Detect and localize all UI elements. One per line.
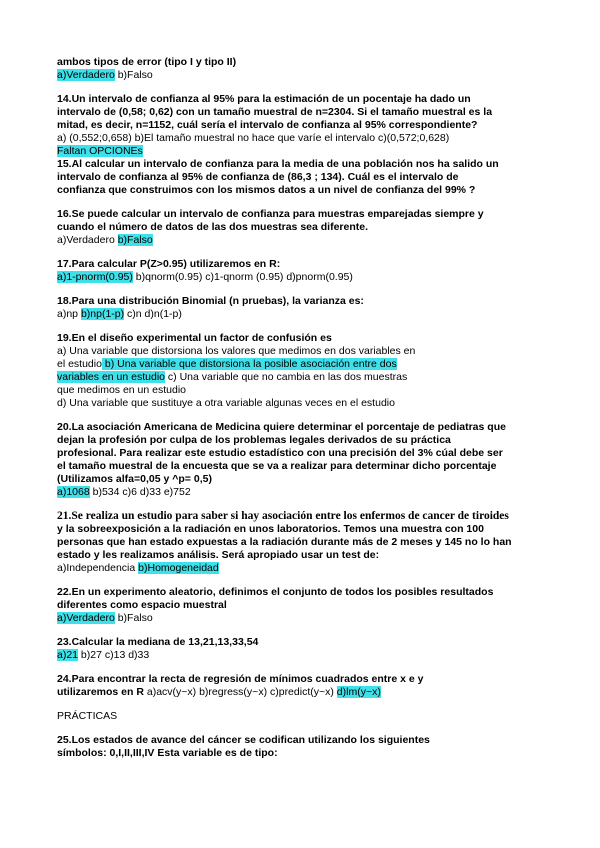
option-a: a) Una variable que distorsiona los valores que medimos en dos variables en bbox=[57, 345, 416, 357]
question-text: profesional. Para realizar este estudio estadístico con una precisión del 3% cúal debe ser bbox=[57, 447, 503, 459]
section-heading: PRÁCTICAS bbox=[57, 710, 118, 722]
option-text: b)534 c)6 d)33 e)752 bbox=[89, 486, 191, 498]
option-text: b)27 c)13 d)33 bbox=[78, 649, 150, 661]
answer-options bbox=[57, 308, 547, 321]
answer-highlight: d)lm(y~x) bbox=[336, 686, 381, 698]
answer-highlight: a)Verdadero bbox=[57, 612, 115, 624]
question-text: 16.Se puede calcular un intervalo de confianza para muestras emparejadas siempre y bbox=[57, 208, 484, 220]
question-text: símbolos: 0,I,II,III,IV Esta variable es de tipo: bbox=[57, 747, 278, 759]
question-24 bbox=[57, 673, 547, 699]
question-text: (Utilizamos alfa=0,05 y ^p= 0,5) bbox=[57, 473, 212, 485]
question-25 bbox=[57, 734, 547, 760]
question-text: mitad, es decir, n=1152, cuál sería el intervalo de confianza al 95% correspondiente? bbox=[57, 119, 478, 131]
question-text: intervalo de confianza al 95% de confianza de (86,3 ; 134). Cuál es el intervalo de bbox=[57, 171, 459, 183]
question-text: 22.En un experimento aleatorio, definimos el conjunto de todos los posibles resultados bbox=[57, 586, 494, 598]
question-22 bbox=[57, 586, 547, 625]
option-c: que medimos en un estudio bbox=[57, 384, 186, 396]
question-15 bbox=[57, 158, 547, 197]
note-highlight: Faltan OPCIONEs bbox=[57, 145, 143, 157]
answer-highlight: b)np(1-p) bbox=[80, 308, 125, 320]
question-13-tail bbox=[57, 56, 547, 82]
answer-highlight: a)21 bbox=[57, 649, 79, 661]
answer-highlight: b)Falso bbox=[117, 234, 153, 246]
answer-highlight: a)Verdadero bbox=[57, 69, 115, 81]
question-text: 15.Al calcular un intervalo de confianza para la media de una población nos ha salido un bbox=[57, 158, 499, 170]
answer-options bbox=[57, 562, 547, 575]
question-text: 23.Calcular la mediana de 13,21,13,33,54 bbox=[57, 636, 259, 648]
option-text: b)Falso bbox=[114, 612, 153, 624]
question-text: dejan la profesión por culpa de los problemas legales derivados de su práctica bbox=[57, 434, 451, 446]
question-16 bbox=[57, 208, 547, 247]
answer-options bbox=[57, 649, 547, 662]
question-text: 21.Se realiza un estudio para saber si hay asociación entre los enfermos de cancer de tiroides bbox=[57, 510, 509, 522]
option-text: el estudio bbox=[57, 358, 102, 370]
answer-highlight: b)Homogeneidad bbox=[138, 562, 219, 574]
question-text: personas que han estado expuestas a la radiación durante más de 2 meses y 145 no lo han bbox=[57, 536, 512, 548]
answer-options bbox=[57, 612, 547, 625]
question-19 bbox=[57, 332, 547, 410]
question-21 bbox=[57, 510, 547, 575]
question-14 bbox=[57, 93, 547, 158]
question-text: 20.La asociación Americana de Medicina quiere determinar el porcentaje de pediatras que bbox=[57, 421, 506, 433]
question-text: intervalo de (0,58; 0,62) con un tamaño muestral de n=2304. Si el tamaño muestral es la bbox=[57, 106, 493, 118]
question-text: 18.Para una distribución Binomial (n pruebas), la varianza es: bbox=[57, 295, 364, 307]
question-17 bbox=[57, 258, 547, 284]
answer-options bbox=[57, 271, 547, 284]
question-20 bbox=[57, 421, 547, 499]
option-text: c)n d)n(1-p) bbox=[124, 308, 182, 320]
option-text: a)Verdadero bbox=[57, 234, 118, 246]
answer-options bbox=[57, 69, 547, 82]
answer-highlight: a)1-pnorm(0.95) bbox=[57, 271, 133, 283]
question-text: 25.Los estados de avance del cáncer se codifican utilizando los siguientes bbox=[57, 734, 430, 746]
question-text: ambos tipos de error (tipo I y tipo II) bbox=[57, 56, 237, 68]
answer-options bbox=[57, 358, 547, 371]
answer-options bbox=[57, 486, 547, 499]
option-text: b)Falso bbox=[114, 69, 153, 81]
question-text: 24.Para encontrar la recta de regresión de mínimos cuadrados entre x e y bbox=[57, 673, 424, 685]
answer-options bbox=[57, 686, 547, 699]
question-text: confianza que construimos con los mismos datos a un nivel de confianza del 99% ? bbox=[57, 184, 476, 196]
question-23 bbox=[57, 636, 547, 662]
option-text: c) Una variable que no cambia en las dos muestras bbox=[165, 371, 408, 383]
answer-options bbox=[57, 371, 547, 384]
answer-options: a) (0,552;0,658) b)El tamaño muestral no hace que varíe el intervalo c)(0,572;0,628) bbox=[57, 132, 450, 144]
question-text: diferentes como espacio muestral bbox=[57, 599, 227, 611]
question-text: estado y les realizamos análisis. Será apropiado usar un test de: bbox=[57, 549, 380, 561]
answer-highlight: a)1068 bbox=[57, 486, 90, 498]
option-d: d) Una variable que sustituye a otra variable algunas veces en el estudio bbox=[57, 397, 395, 409]
option-text: a)Independencia bbox=[57, 562, 139, 574]
question-text: 17.Para calcular P(Z>0.95) utilizaremos en R: bbox=[57, 258, 281, 270]
answer-highlight: b) Una variable que distorsiona la posible asociación entre dos bbox=[101, 358, 397, 370]
answer-options bbox=[57, 234, 547, 247]
option-text: a)acv(y~x) b)regress(y~x) c)predict(y~x) bbox=[143, 686, 337, 698]
question-18 bbox=[57, 295, 547, 321]
question-text: utilizaremos en R bbox=[57, 686, 144, 698]
question-text: el tamaño muestral de la encuesta que se va a realizar para determinar dicho porcentaje bbox=[57, 460, 497, 472]
answer-highlight: variables en un estudio bbox=[57, 371, 165, 383]
document-page bbox=[57, 56, 547, 760]
question-text: cuando el número de datos de las dos muestras sea diferente. bbox=[57, 221, 369, 233]
option-text: b)qnorm(0.95) c)1-qnorm (0.95) d)pnorm(0.95) bbox=[132, 271, 353, 283]
question-text: 19.En el diseño experimental un factor de confusión es bbox=[57, 332, 332, 344]
option-text: a)np bbox=[57, 308, 81, 320]
question-text: y la sobreexposición a la radiación en unos laboratorios. Temos una muestra con 100 bbox=[57, 523, 484, 535]
question-text: 14.Un intervalo de confianza al 95% para la estimación de un pocentaje ha dado un bbox=[57, 93, 471, 105]
